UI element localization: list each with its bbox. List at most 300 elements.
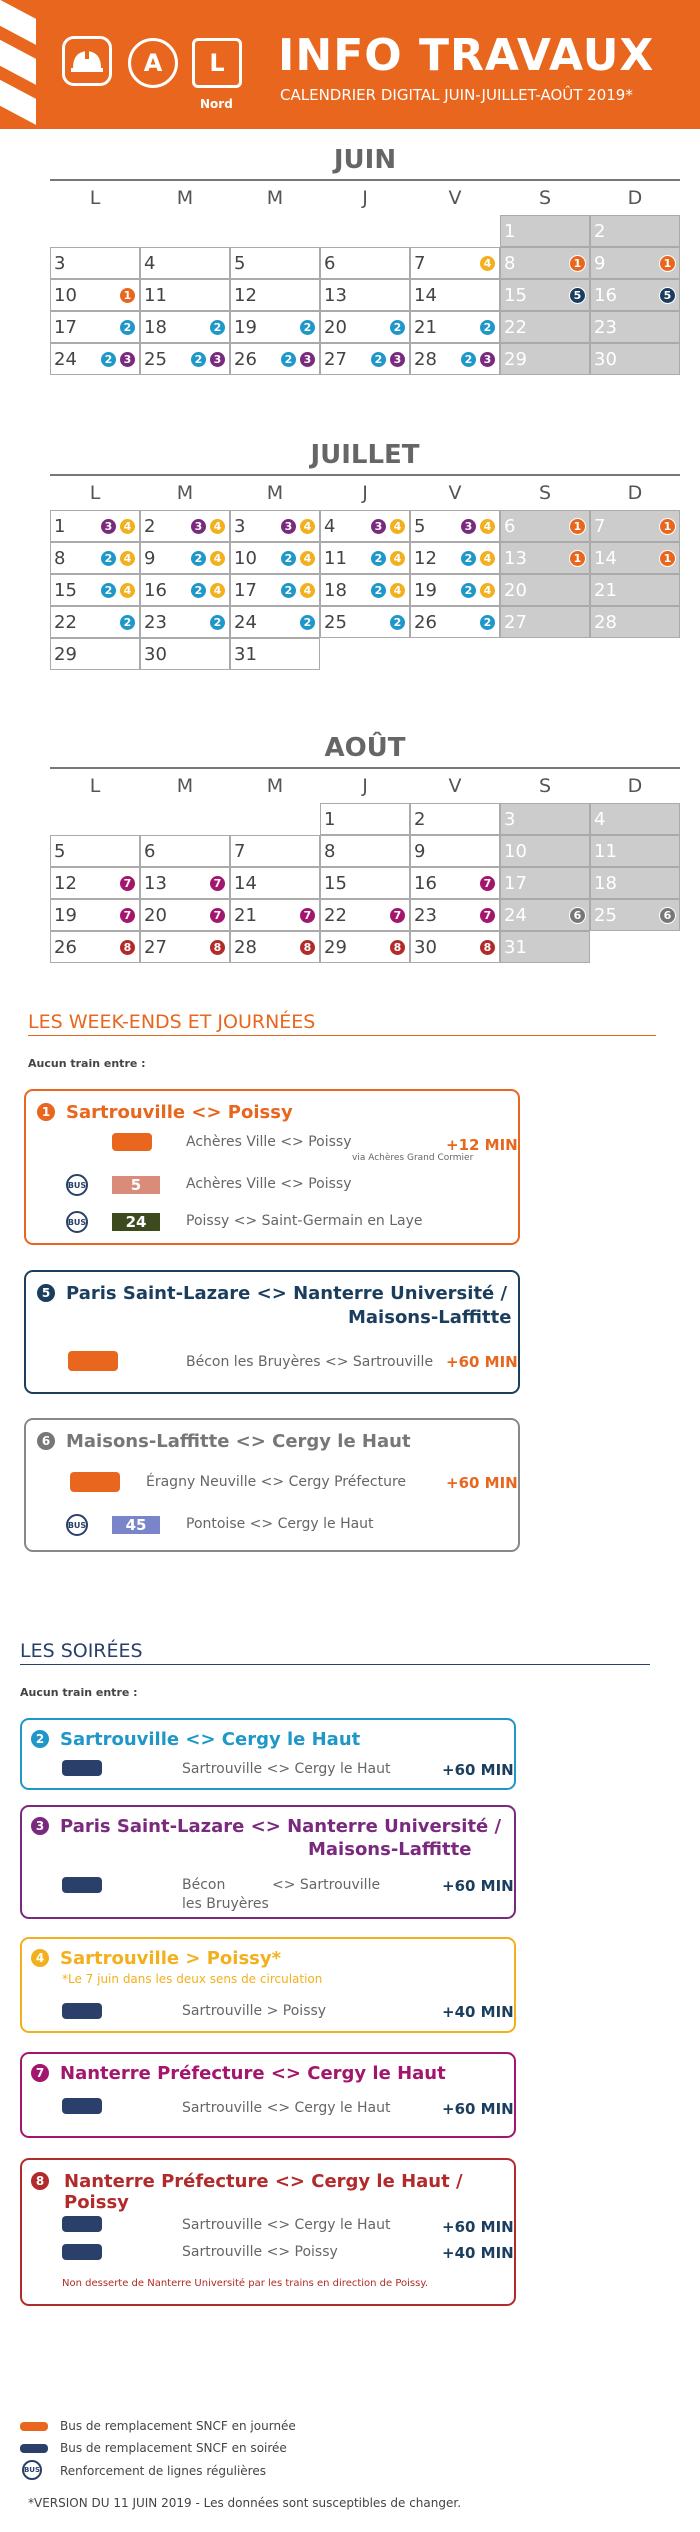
line-badge-4: 4 [479, 518, 496, 535]
day-number: 21 [414, 317, 437, 338]
day-number: 31 [504, 937, 527, 958]
delay-value: +12 MIN [446, 1136, 518, 1154]
line-badge-2: 2 [460, 582, 477, 599]
month-title: JUILLET [310, 440, 420, 470]
day-number: 4 [324, 516, 336, 537]
bus-evening-icon [62, 1760, 102, 1776]
route-text: Bécon les Bruyères <> Sartrouville [186, 1354, 434, 1370]
calendar-day [590, 247, 680, 279]
calendar-day [320, 343, 410, 375]
line-badge-4: 4 [479, 550, 496, 567]
calendar-day [500, 247, 590, 279]
calendar-day [590, 279, 680, 311]
day-number: 4 [594, 809, 606, 830]
line-badge-4: 4 [119, 518, 136, 535]
day-number: 23 [144, 612, 167, 633]
calendar-day [590, 606, 680, 638]
weekday-label: D [627, 482, 643, 504]
day-number: 1 [54, 516, 66, 537]
page-title: INFO TRAVAUX [278, 30, 655, 81]
day-number: 15 [54, 580, 77, 601]
calendar-day [50, 510, 140, 542]
day-number: 29 [324, 937, 347, 958]
calendar-day [500, 606, 590, 638]
route-text: Sartrouville <> Cergy le Haut [182, 2100, 391, 2116]
calendar-day [500, 279, 590, 311]
calendar-day [140, 899, 230, 931]
weekday-label: L [89, 482, 101, 504]
calendar-day [410, 247, 500, 279]
line-badge-7: 7 [479, 875, 496, 892]
weekends-title: LES WEEK-ENDS ET JOURNÉES [28, 1011, 316, 1033]
calendar-day [590, 867, 680, 899]
calendar-day [410, 867, 500, 899]
calendar-day [500, 867, 590, 899]
calendar-day [230, 638, 320, 670]
route-text: Sartrouville > Poissy [182, 2003, 327, 2019]
calendar-day [140, 574, 230, 606]
line-badge-3: 3 [280, 518, 297, 535]
route-text: Achères Ville <> Poissy [186, 1176, 352, 1192]
day-number: 30 [144, 644, 167, 665]
route-text: les Bruyères [182, 1896, 269, 1912]
calendar-day [140, 279, 230, 311]
line-badge-2: 2 [479, 319, 496, 336]
day-number: 20 [504, 580, 527, 601]
weekday-label: J [362, 482, 368, 504]
line-badge-3: 3 [119, 351, 136, 368]
line-badge-3: 3 [389, 351, 406, 368]
legend-reinforce: Renforcement de lignes régulières [60, 2464, 266, 2478]
bus-evening-icon [62, 2003, 102, 2019]
day-number: 10 [54, 285, 77, 306]
month-divider [50, 474, 680, 476]
line-badge-4: 4 [389, 518, 406, 535]
calendar-day [140, 510, 230, 542]
weekday-label: M [176, 187, 194, 209]
calendar-day [230, 835, 320, 867]
card-note: Non desserte de Nanterre Université par les trains en direction de Poissy. [62, 2278, 429, 2289]
calendar-day [230, 574, 320, 606]
month-title: AOÛT [324, 733, 406, 763]
calendar-day [230, 343, 320, 375]
version-footer: *VERSION DU 11 JUIN 2019 - Les données sont susceptibles de changer. [28, 2496, 462, 2510]
no-train-label: Aucun train entre : [20, 1686, 138, 1699]
disruption-card-8 [20, 2158, 516, 2306]
delay-value: +40 MIN [442, 2244, 514, 2262]
month-divider [50, 767, 680, 769]
line-badge-2: 2 [280, 351, 297, 368]
weekday-label: M [266, 187, 284, 209]
day-number: 25 [594, 905, 617, 926]
weekday-label: V [448, 187, 462, 209]
line-badge-2: 2 [460, 351, 477, 368]
calendar-day [590, 574, 680, 606]
day-number: 27 [144, 937, 167, 958]
line-badge-1: 1 [659, 255, 676, 272]
card-title: Nanterre Préfecture <> Cergy le Haut / Poissy [64, 2171, 463, 2213]
card-title: Paris Saint-Lazare <> Nanterre Université / [60, 1816, 502, 1837]
route-text: Achères Ville <> Poissy [186, 1134, 352, 1150]
day-number: 18 [324, 580, 347, 601]
day-number: 15 [324, 873, 347, 894]
bus-reinforce-icon: BUS [66, 1174, 88, 1196]
delay-value: +60 MIN [442, 2100, 514, 2118]
route-text: Éragny Neuville <> Cergy Préfecture [146, 1474, 407, 1490]
line-badge-8: 8 [30, 2171, 50, 2191]
line-badge-2: 2 [299, 319, 316, 336]
line-badge-2: 2 [280, 582, 297, 599]
day-number: 3 [54, 253, 66, 274]
calendar-day [320, 247, 410, 279]
card-title: Maisons-Laffitte <> Cergy le Haut [66, 1431, 411, 1452]
day-number: 14 [414, 285, 437, 306]
calendar-day [410, 343, 500, 375]
day-number: 26 [414, 612, 437, 633]
line-badge-8: 8 [479, 939, 496, 956]
calendar-day [500, 574, 590, 606]
weekday-label: S [538, 482, 552, 504]
line-badge-1: 1 [569, 518, 586, 535]
day-number: 21 [594, 580, 617, 601]
day-number: 5 [414, 516, 426, 537]
line-badge-4: 4 [299, 582, 316, 599]
day-number: 17 [504, 873, 527, 894]
calendar-day [590, 510, 680, 542]
disruption-card-3 [20, 1805, 516, 1919]
weekday-label: L [89, 187, 101, 209]
calendar-day [500, 343, 590, 375]
bus-evening-icon [62, 2244, 102, 2260]
weekday-label: M [266, 482, 284, 504]
weekday-label: V [448, 775, 462, 797]
bus-line-ticket: 24 [112, 1213, 160, 1231]
line-badge-7: 7 [479, 907, 496, 924]
calendar-day [500, 311, 590, 343]
calendar-day [410, 542, 500, 574]
day-number: 25 [144, 349, 167, 370]
day-number: 13 [144, 873, 167, 894]
calendar-day [230, 279, 320, 311]
day-number: 17 [234, 580, 257, 601]
day-number: 8 [504, 253, 516, 274]
line-badge-2: 2 [299, 614, 316, 631]
disruption-card-7 [20, 2052, 516, 2138]
day-number: 3 [234, 516, 246, 537]
line-badge-4: 4 [299, 518, 316, 535]
day-number: 22 [504, 317, 527, 338]
delay-value: +40 MIN [442, 2003, 514, 2021]
card-title: Paris Saint-Lazare <> Nanterre Université / [66, 1283, 508, 1304]
route-via: via Achères Grand Cormier [352, 1153, 474, 1163]
day-number: 31 [234, 644, 257, 665]
bus-reinforce-icon: BUS [66, 1514, 88, 1536]
day-number: 25 [324, 612, 347, 633]
day-number: 3 [504, 809, 516, 830]
line-badge-4: 4 [30, 1948, 50, 1968]
card-title-2: Maisons-Laffitte [348, 1307, 512, 1328]
route-text: Sartrouville <> Poissy [182, 2244, 338, 2260]
calendar-day [320, 510, 410, 542]
line-badge-7: 7 [299, 907, 316, 924]
month-divider [50, 179, 680, 181]
route-text: <> Sartrouville [272, 1877, 381, 1893]
line-l-icon: L [192, 38, 242, 88]
calendar-day [230, 899, 320, 931]
calendar-day [410, 835, 500, 867]
day-number: 23 [414, 905, 437, 926]
calendar-day [320, 803, 410, 835]
calendar-day [50, 638, 140, 670]
line-badge-2: 2 [209, 614, 226, 631]
delay-value: +60 MIN [446, 1353, 518, 1371]
day-number: 24 [54, 349, 77, 370]
calendar-day [140, 542, 230, 574]
bus-evening-icon [20, 2444, 48, 2453]
day-number: 20 [144, 905, 167, 926]
header-banner [0, 0, 700, 129]
weekday-label: J [362, 775, 368, 797]
card-note: *Le 7 juin dans les deux sens de circulation [62, 1972, 323, 1986]
calendar-day [230, 542, 320, 574]
line-badge-2: 2 [479, 614, 496, 631]
line-badge-4: 4 [479, 582, 496, 599]
day-number: 17 [54, 317, 77, 338]
calendar-day [320, 931, 410, 963]
calendar-day [140, 835, 230, 867]
calendar-day [410, 510, 500, 542]
calendar-day [590, 343, 680, 375]
rer-a-icon: A [128, 38, 178, 88]
day-number: 5 [234, 253, 246, 274]
worker-helmet-icon [62, 36, 112, 86]
section-divider [20, 1664, 650, 1665]
calendar-day [230, 867, 320, 899]
legend-day: Bus de remplacement SNCF en journée [60, 2419, 296, 2433]
day-number: 24 [504, 905, 527, 926]
calendar-day [230, 931, 320, 963]
weekday-label: L [89, 775, 101, 797]
stripe-decor [0, 0, 36, 45]
line-badge-2: 2 [190, 550, 207, 567]
line-badge-4: 4 [299, 550, 316, 567]
line-badge-4: 4 [389, 550, 406, 567]
line-badge-2: 2 [370, 550, 387, 567]
line-badge-5: 5 [36, 1283, 56, 1303]
line-badge-4: 4 [389, 582, 406, 599]
calendar-day [50, 835, 140, 867]
bus-line-ticket: 45 [112, 1516, 160, 1534]
calendar-day [140, 638, 230, 670]
calendar-day [590, 803, 680, 835]
delay-value: +60 MIN [442, 2218, 514, 2236]
line-badge-8: 8 [119, 939, 136, 956]
route-text: Bécon [182, 1877, 226, 1893]
bus-evening-icon [62, 2098, 102, 2114]
day-number: 24 [234, 612, 257, 633]
day-number: 2 [594, 221, 606, 242]
line-badge-3: 3 [190, 518, 207, 535]
calendar-day [500, 931, 590, 963]
calendar-day [140, 606, 230, 638]
calendar-day [590, 835, 680, 867]
day-number: 19 [54, 905, 77, 926]
weekday-label: J [362, 187, 368, 209]
day-number: 6 [504, 516, 516, 537]
line-badge-1: 1 [659, 550, 676, 567]
calendar-day [410, 803, 500, 835]
weekday-label: M [176, 775, 194, 797]
weekday-label: S [538, 775, 552, 797]
line-badge-2: 2 [190, 582, 207, 599]
line-badge-4: 4 [209, 582, 226, 599]
calendar-day [50, 867, 140, 899]
calendar-day [590, 542, 680, 574]
day-number: 9 [414, 841, 426, 862]
line-badge-6: 6 [659, 907, 676, 924]
day-number: 11 [324, 548, 347, 569]
day-number: 1 [504, 221, 516, 242]
line-badge-2: 2 [119, 614, 136, 631]
weekday-label: S [538, 187, 552, 209]
weekday-label: M [176, 482, 194, 504]
day-number: 22 [54, 612, 77, 633]
no-train-label: Aucun train entre : [28, 1057, 146, 1070]
card-title-2: Maisons-Laffitte [308, 1839, 472, 1860]
calendar-day [320, 574, 410, 606]
line-badge-7: 7 [389, 907, 406, 924]
calendar-day [140, 247, 230, 279]
calendar-day [50, 311, 140, 343]
month-title: JUIN [333, 145, 397, 175]
line-badge-1: 1 [36, 1102, 56, 1122]
calendar-day [50, 343, 140, 375]
calendar-day [500, 542, 590, 574]
calendar-day [320, 835, 410, 867]
line-badge-1: 1 [569, 255, 586, 272]
line-badge-3: 3 [370, 518, 387, 535]
day-number: 7 [414, 253, 426, 274]
day-number: 15 [504, 285, 527, 306]
calendar-day [140, 311, 230, 343]
card-title: Sartrouville > Poissy* [60, 1948, 282, 1969]
day-number: 1 [324, 809, 336, 830]
day-number: 18 [144, 317, 167, 338]
day-number: 6 [324, 253, 336, 274]
line-badge-4: 4 [119, 550, 136, 567]
calendar-day [590, 311, 680, 343]
card-title: Sartrouville <> Cergy le Haut [60, 1729, 361, 1750]
line-badge-2: 2 [30, 1729, 50, 1749]
calendar-day [410, 606, 500, 638]
calendar-day [500, 899, 590, 931]
calendar-day [50, 931, 140, 963]
bus-day-icon [20, 2422, 48, 2431]
day-number: 13 [324, 285, 347, 306]
calendar-day [50, 247, 140, 279]
line-badge-6: 6 [36, 1431, 56, 1451]
calendar-day [140, 867, 230, 899]
line-badge-2: 2 [389, 319, 406, 336]
route-text: Pontoise <> Cergy le Haut [186, 1516, 374, 1532]
line-badge-3: 3 [100, 518, 117, 535]
calendar-day [50, 542, 140, 574]
nord-label: Nord [200, 97, 233, 111]
line-badge-2: 2 [100, 550, 117, 567]
day-number: 20 [324, 317, 347, 338]
day-number: 30 [594, 349, 617, 370]
line-badge-5: 5 [569, 287, 586, 304]
day-number: 28 [234, 937, 257, 958]
legend-evening: Bus de remplacement SNCF en soirée [60, 2441, 287, 2455]
disruption-card-4 [20, 1937, 516, 2033]
line-badge-2: 2 [190, 351, 207, 368]
day-number: 9 [594, 253, 606, 274]
line-badge-1: 1 [569, 550, 586, 567]
calendar-day [230, 247, 320, 279]
line-badge-1: 1 [659, 518, 676, 535]
calendar-day [50, 574, 140, 606]
disruption-card-6 [24, 1418, 520, 1552]
line-badge-2: 2 [280, 550, 297, 567]
line-badge-2: 2 [460, 550, 477, 567]
delay-value: +60 MIN [446, 1474, 518, 1492]
calendar-day [320, 606, 410, 638]
day-number: 27 [504, 612, 527, 633]
disruption-card-1 [24, 1089, 520, 1245]
day-number: 13 [504, 548, 527, 569]
line-badge-3: 3 [479, 351, 496, 368]
bus-evening-icon [62, 1877, 102, 1893]
line-badge-8: 8 [299, 939, 316, 956]
calendar-day [500, 510, 590, 542]
day-number: 12 [54, 873, 77, 894]
calendar-day [590, 899, 680, 931]
calendar-day [230, 510, 320, 542]
day-number: 6 [144, 841, 156, 862]
line-badge-8: 8 [389, 939, 406, 956]
calendar-day [50, 899, 140, 931]
day-number: 11 [594, 841, 617, 862]
line-badge-1: 1 [119, 287, 136, 304]
line-badge-2: 2 [100, 582, 117, 599]
route-text: Poissy <> Saint-Germain en Laye [186, 1213, 423, 1229]
line-badge-4: 4 [209, 550, 226, 567]
card-title: Sartrouville <> Poissy [66, 1102, 293, 1123]
calendar-day [410, 931, 500, 963]
day-number: 12 [234, 285, 257, 306]
day-number: 14 [594, 548, 617, 569]
line-badge-4: 4 [119, 582, 136, 599]
day-number: 7 [234, 841, 246, 862]
day-number: 26 [54, 937, 77, 958]
calendar-day [320, 279, 410, 311]
bus-day-icon [112, 1133, 152, 1151]
calendar-day [50, 279, 140, 311]
weekday-label: D [627, 187, 643, 209]
bus-reinforce-icon: BUS [22, 2460, 42, 2480]
line-badge-2: 2 [119, 319, 136, 336]
bus-evening-icon [62, 2216, 102, 2232]
line-badge-4: 4 [209, 518, 226, 535]
disruption-card-5 [24, 1270, 520, 1394]
line-badge-3: 3 [460, 518, 477, 535]
calendar-day [320, 899, 410, 931]
bus-day-icon [70, 1472, 120, 1492]
day-number: 28 [414, 349, 437, 370]
day-number: 16 [414, 873, 437, 894]
day-number: 8 [324, 841, 336, 862]
